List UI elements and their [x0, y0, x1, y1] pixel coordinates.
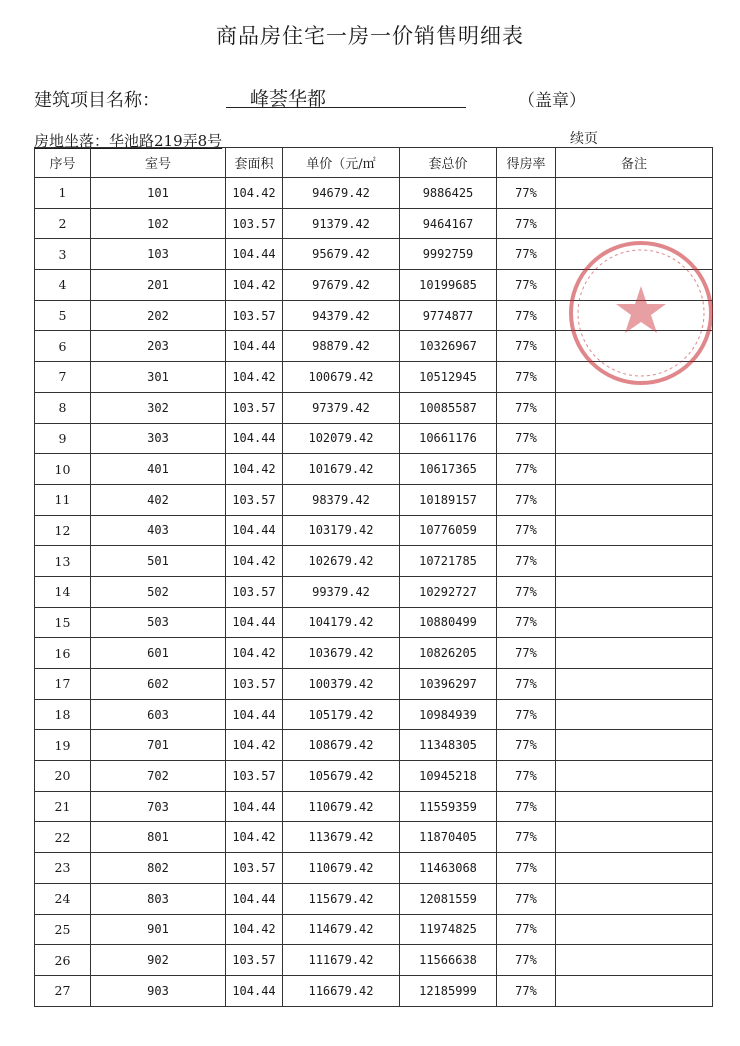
cell-efficiency: 77%: [497, 945, 556, 976]
cell-total-price: 12185999: [400, 975, 497, 1006]
cell-area: 104.44: [226, 423, 283, 454]
cell-area: 104.44: [226, 883, 283, 914]
table-row: [35, 883, 713, 914]
cell-unit-price: 104179.42: [283, 607, 400, 638]
cell-room: 802: [91, 853, 226, 884]
cell-area: 104.44: [226, 699, 283, 730]
cell-area: 103.57: [226, 853, 283, 884]
table-row: [35, 699, 713, 730]
cell-unit-price: 98379.42: [283, 484, 400, 515]
cell-room: 403: [91, 515, 226, 546]
cell-remarks: [556, 546, 713, 577]
cell-area: 104.42: [226, 914, 283, 945]
cell-remarks: [556, 607, 713, 638]
cell-total-price: 10085587: [400, 392, 497, 423]
cell-unit-price: 95679.42: [283, 239, 400, 270]
cell-room: 803: [91, 883, 226, 914]
table-row: [35, 362, 713, 393]
cell-area: 103.57: [226, 300, 283, 331]
project-name-label: 建筑项目名称：: [34, 90, 160, 111]
cell-efficiency: 77%: [497, 822, 556, 853]
cell-total-price: 10945218: [400, 761, 497, 792]
cell-seq: 1: [35, 178, 91, 209]
cell-remarks: [556, 669, 713, 700]
cell-area: 104.44: [226, 607, 283, 638]
seal-label: （盖章）: [518, 91, 586, 111]
cell-remarks: [556, 208, 713, 239]
cell-total-price: 9464167: [400, 208, 497, 239]
cell-total-price: 10984939: [400, 699, 497, 730]
column-header-seq: 序号: [35, 148, 91, 178]
cell-seq: 12: [35, 515, 91, 546]
cell-room: 401: [91, 454, 226, 485]
cell-seq: 26: [35, 945, 91, 976]
cell-efficiency: 77%: [497, 975, 556, 1006]
cell-efficiency: 77%: [497, 515, 556, 546]
cell-remarks: [556, 423, 713, 454]
cell-room: 303: [91, 423, 226, 454]
cell-remarks: [556, 975, 713, 1006]
cell-seq: 18: [35, 699, 91, 730]
cell-room: 502: [91, 576, 226, 607]
table-row: [35, 300, 713, 331]
cell-unit-price: 100679.42: [283, 362, 400, 393]
cell-remarks: [556, 699, 713, 730]
cell-unit-price: 100379.42: [283, 669, 400, 700]
cell-efficiency: 77%: [497, 607, 556, 638]
cell-unit-price: 111679.42: [283, 945, 400, 976]
cell-total-price: 9992759: [400, 239, 497, 270]
cell-efficiency: 77%: [497, 914, 556, 945]
column-header-efficiency: 得房率: [497, 148, 556, 178]
cell-remarks: [556, 914, 713, 945]
cell-area: 104.44: [226, 515, 283, 546]
table-row: [35, 515, 713, 546]
cell-remarks: [556, 791, 713, 822]
cell-total-price: 11870405: [400, 822, 497, 853]
table-row: [35, 239, 713, 270]
cell-room: 201: [91, 270, 226, 301]
cell-unit-price: 103679.42: [283, 638, 400, 669]
cell-remarks: [556, 883, 713, 914]
table-row: [35, 975, 713, 1006]
cell-unit-price: 105179.42: [283, 699, 400, 730]
table-row: [35, 392, 713, 423]
cell-unit-price: 108679.42: [283, 730, 400, 761]
table-row: [35, 761, 713, 792]
cell-total-price: 10189157: [400, 484, 497, 515]
cell-total-price: 10326967: [400, 331, 497, 362]
cell-room: 901: [91, 914, 226, 945]
cell-seq: 19: [35, 730, 91, 761]
cell-room: 703: [91, 791, 226, 822]
cell-total-price: 11348305: [400, 730, 497, 761]
cell-area: 103.57: [226, 669, 283, 700]
cell-area: 104.42: [226, 638, 283, 669]
table-row: [35, 607, 713, 638]
cell-efficiency: 77%: [497, 392, 556, 423]
cell-remarks: [556, 362, 713, 393]
table-row: [35, 270, 713, 301]
cell-room: 101: [91, 178, 226, 209]
cell-total-price: 10617365: [400, 454, 497, 485]
cell-room: 702: [91, 761, 226, 792]
cell-unit-price: 103179.42: [283, 515, 400, 546]
cell-unit-price: 97679.42: [283, 270, 400, 301]
cell-unit-price: 115679.42: [283, 883, 400, 914]
cell-total-price: 10396297: [400, 669, 497, 700]
cell-remarks: [556, 454, 713, 485]
cell-total-price: 10661176: [400, 423, 497, 454]
document-title: 商品房住宅一房一价销售明细表: [216, 24, 524, 48]
cell-efficiency: 77%: [497, 730, 556, 761]
table-header-row: [35, 148, 713, 178]
cell-seq: 9: [35, 423, 91, 454]
cell-unit-price: 99379.42: [283, 576, 400, 607]
property-location: 房地坐落：华池路219弄8号: [34, 132, 223, 150]
cell-remarks: [556, 761, 713, 792]
cell-seq: 20: [35, 761, 91, 792]
cell-unit-price: 105679.42: [283, 761, 400, 792]
cell-area: 104.44: [226, 239, 283, 270]
cell-seq: 17: [35, 669, 91, 700]
cell-remarks: [556, 178, 713, 209]
table-row: [35, 454, 713, 485]
cell-efficiency: 77%: [497, 300, 556, 331]
cell-seq: 3: [35, 239, 91, 270]
cell-remarks: [556, 945, 713, 976]
cell-unit-price: 116679.42: [283, 975, 400, 1006]
cell-unit-price: 113679.42: [283, 822, 400, 853]
cell-room: 602: [91, 669, 226, 700]
cell-area: 104.42: [226, 270, 283, 301]
cell-remarks: [556, 392, 713, 423]
sales-detail-table: [34, 147, 713, 1007]
cell-area: 104.42: [226, 546, 283, 577]
cell-remarks: [556, 270, 713, 301]
cell-remarks: [556, 638, 713, 669]
cell-area: 104.42: [226, 454, 283, 485]
column-header-area: 套面积: [226, 148, 283, 178]
cell-seq: 8: [35, 392, 91, 423]
cell-total-price: 11463068: [400, 853, 497, 884]
cell-remarks: [556, 239, 713, 270]
cell-efficiency: 77%: [497, 270, 556, 301]
cell-total-price: 12081559: [400, 883, 497, 914]
cell-area: 104.42: [226, 730, 283, 761]
cell-unit-price: 98879.42: [283, 331, 400, 362]
cell-seq: 27: [35, 975, 91, 1006]
cell-total-price: 10721785: [400, 546, 497, 577]
cell-total-price: 11559359: [400, 791, 497, 822]
cell-area: 104.44: [226, 331, 283, 362]
continued-page-label: 续页: [570, 131, 598, 147]
cell-room: 701: [91, 730, 226, 761]
cell-unit-price: 94679.42: [283, 178, 400, 209]
cell-room: 501: [91, 546, 226, 577]
cell-seq: 10: [35, 454, 91, 485]
cell-area: 103.57: [226, 761, 283, 792]
cell-room: 302: [91, 392, 226, 423]
cell-room: 202: [91, 300, 226, 331]
column-header-room: 室号: [91, 148, 226, 178]
cell-remarks: [556, 730, 713, 761]
table-row: [35, 576, 713, 607]
cell-efficiency: 77%: [497, 546, 556, 577]
cell-seq: 21: [35, 791, 91, 822]
cell-seq: 13: [35, 546, 91, 577]
cell-area: 104.42: [226, 362, 283, 393]
cell-total-price: 11974825: [400, 914, 497, 945]
cell-total-price: 10292727: [400, 576, 497, 607]
cell-unit-price: 101679.42: [283, 454, 400, 485]
cell-seq: 11: [35, 484, 91, 515]
cell-room: 801: [91, 822, 226, 853]
cell-efficiency: 77%: [497, 423, 556, 454]
cell-total-price: 10776059: [400, 515, 497, 546]
cell-area: 104.42: [226, 178, 283, 209]
cell-efficiency: 77%: [497, 669, 556, 700]
cell-area: 103.57: [226, 392, 283, 423]
cell-remarks: [556, 300, 713, 331]
table-row: [35, 331, 713, 362]
cell-remarks: [556, 576, 713, 607]
cell-unit-price: 102679.42: [283, 546, 400, 577]
cell-efficiency: 77%: [497, 454, 556, 485]
cell-seq: 5: [35, 300, 91, 331]
cell-seq: 2: [35, 208, 91, 239]
cell-seq: 23: [35, 853, 91, 884]
table-row: [35, 791, 713, 822]
cell-remarks: [556, 822, 713, 853]
cell-room: 203: [91, 331, 226, 362]
cell-room: 103: [91, 239, 226, 270]
cell-room: 503: [91, 607, 226, 638]
table-body: [35, 178, 713, 1007]
cell-efficiency: 77%: [497, 362, 556, 393]
table-row: [35, 546, 713, 577]
cell-total-price: 9774877: [400, 300, 497, 331]
cell-room: 402: [91, 484, 226, 515]
cell-room: 903: [91, 975, 226, 1006]
cell-efficiency: 77%: [497, 791, 556, 822]
cell-efficiency: 77%: [497, 576, 556, 607]
table-row: [35, 484, 713, 515]
cell-seq: 16: [35, 638, 91, 669]
table-row: [35, 822, 713, 853]
table-row: [35, 853, 713, 884]
cell-area: 104.44: [226, 975, 283, 1006]
cell-room: 301: [91, 362, 226, 393]
cell-seq: 14: [35, 576, 91, 607]
cell-efficiency: 77%: [497, 178, 556, 209]
cell-efficiency: 77%: [497, 638, 556, 669]
cell-efficiency: 77%: [497, 208, 556, 239]
cell-efficiency: 77%: [497, 484, 556, 515]
cell-seq: 4: [35, 270, 91, 301]
cell-seq: 6: [35, 331, 91, 362]
table-row: [35, 178, 713, 209]
table-row: [35, 730, 713, 761]
table-row: [35, 914, 713, 945]
cell-efficiency: 77%: [497, 883, 556, 914]
table-row: [35, 669, 713, 700]
cell-efficiency: 77%: [497, 239, 556, 270]
cell-seq: 25: [35, 914, 91, 945]
cell-unit-price: 94379.42: [283, 300, 400, 331]
cell-area: 103.57: [226, 576, 283, 607]
cell-efficiency: 77%: [497, 331, 556, 362]
cell-seq: 22: [35, 822, 91, 853]
cell-seq: 24: [35, 883, 91, 914]
cell-unit-price: 97379.42: [283, 392, 400, 423]
cell-remarks: [556, 853, 713, 884]
cell-room: 603: [91, 699, 226, 730]
cell-seq: 7: [35, 362, 91, 393]
cell-unit-price: 110679.42: [283, 791, 400, 822]
cell-total-price: 9886425: [400, 178, 497, 209]
cell-efficiency: 77%: [497, 853, 556, 884]
cell-seq: 15: [35, 607, 91, 638]
cell-efficiency: 77%: [497, 761, 556, 792]
table-row: [35, 423, 713, 454]
cell-efficiency: 77%: [497, 699, 556, 730]
cell-unit-price: 91379.42: [283, 208, 400, 239]
column-header-remarks: 备注: [556, 148, 713, 178]
cell-total-price: 10199685: [400, 270, 497, 301]
cell-total-price: 11566638: [400, 945, 497, 976]
cell-area: 103.57: [226, 484, 283, 515]
cell-room: 601: [91, 638, 226, 669]
column-header-unit-price: 单价（元/㎡: [283, 148, 400, 178]
cell-unit-price: 110679.42: [283, 853, 400, 884]
cell-remarks: [556, 331, 713, 362]
cell-remarks: [556, 484, 713, 515]
table-row: [35, 208, 713, 239]
table-row: [35, 638, 713, 669]
cell-room: 102: [91, 208, 226, 239]
cell-area: 104.44: [226, 791, 283, 822]
cell-total-price: 10880499: [400, 607, 497, 638]
column-header-total-price: 套总价: [400, 148, 497, 178]
cell-room: 902: [91, 945, 226, 976]
table-row: [35, 945, 713, 976]
cell-area: 103.57: [226, 208, 283, 239]
cell-area: 103.57: [226, 945, 283, 976]
cell-remarks: [556, 515, 713, 546]
cell-total-price: 10826205: [400, 638, 497, 669]
cell-area: 104.42: [226, 822, 283, 853]
cell-unit-price: 102079.42: [283, 423, 400, 454]
cell-unit-price: 114679.42: [283, 914, 400, 945]
cell-total-price: 10512945: [400, 362, 497, 393]
project-name-value: 峰荟华都: [226, 84, 466, 108]
